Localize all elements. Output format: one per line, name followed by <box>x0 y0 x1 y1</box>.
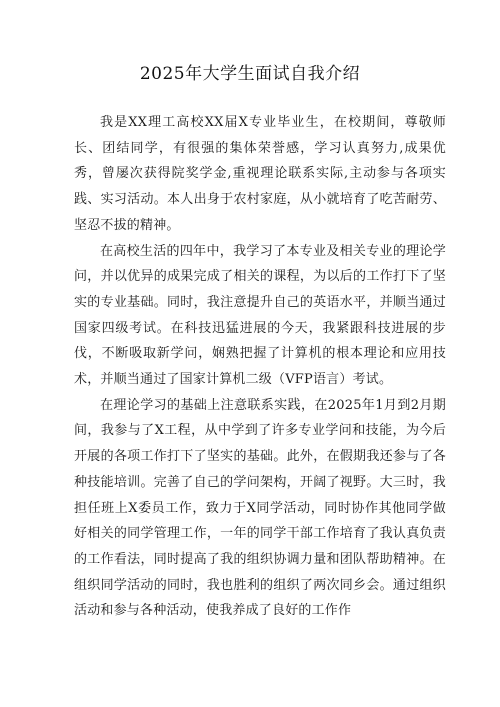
paragraph-3: 在理论学习的基础上注意联系实践，在2025年1月到2月期间，我参与了X工程，从中学到了许多专业学问和技能，为今后开展的各项工作打下了坚实的基础。此外，在假期我还参与了各种技能培训。完善了自己的学问架构，开阔了视野。大三时，我担任班上X委员工作，致力于X同学活动，同时协作其他同学做好相关的同学管理工作，一年的同学干部工作培育了我认真负责的工作看法，同时提高了我的组织协调力量和团队帮助精神。在组织同学活动的同时，我也胜利的组织了两次同乡会。通过组织活动和参与各种活动，使我养成了良好的工作作 <box>74 397 446 619</box>
paragraph-2: 在高校生活的四年中，我学习了本专业及相关专业的理论学问，并以优异的成果完成了相关的课程，为以后的工作打下了坚实的专业基础。同时，我注意提升自己的英语水平，并顺当通过国家四级考试。在科技迅猛进展的今天，我紧跟科技进展的步伐，不断吸取新学问，娴熟把握了计算机的根本理论和应用技术，并顺当通过了国家计算机二级（VFP语言）考试。 <box>74 243 446 388</box>
paragraph-1: 我是XX理工高校XX届X专业毕业生，在校期间，尊敬师长、团结同学，有很强的集体荣誉感，学习认真努力,成果优秀，曾屡次获得院奖学金,重视理论联系实际,主动参与各项实践、实习活动。本人出身于农村家庭，从小就培育了吃苦耐劳、坚忍不拔的精神。 <box>74 115 446 233</box>
document-title: 2025年大学生面试自我介绍 <box>139 64 361 84</box>
document-body <box>74 110 446 624</box>
